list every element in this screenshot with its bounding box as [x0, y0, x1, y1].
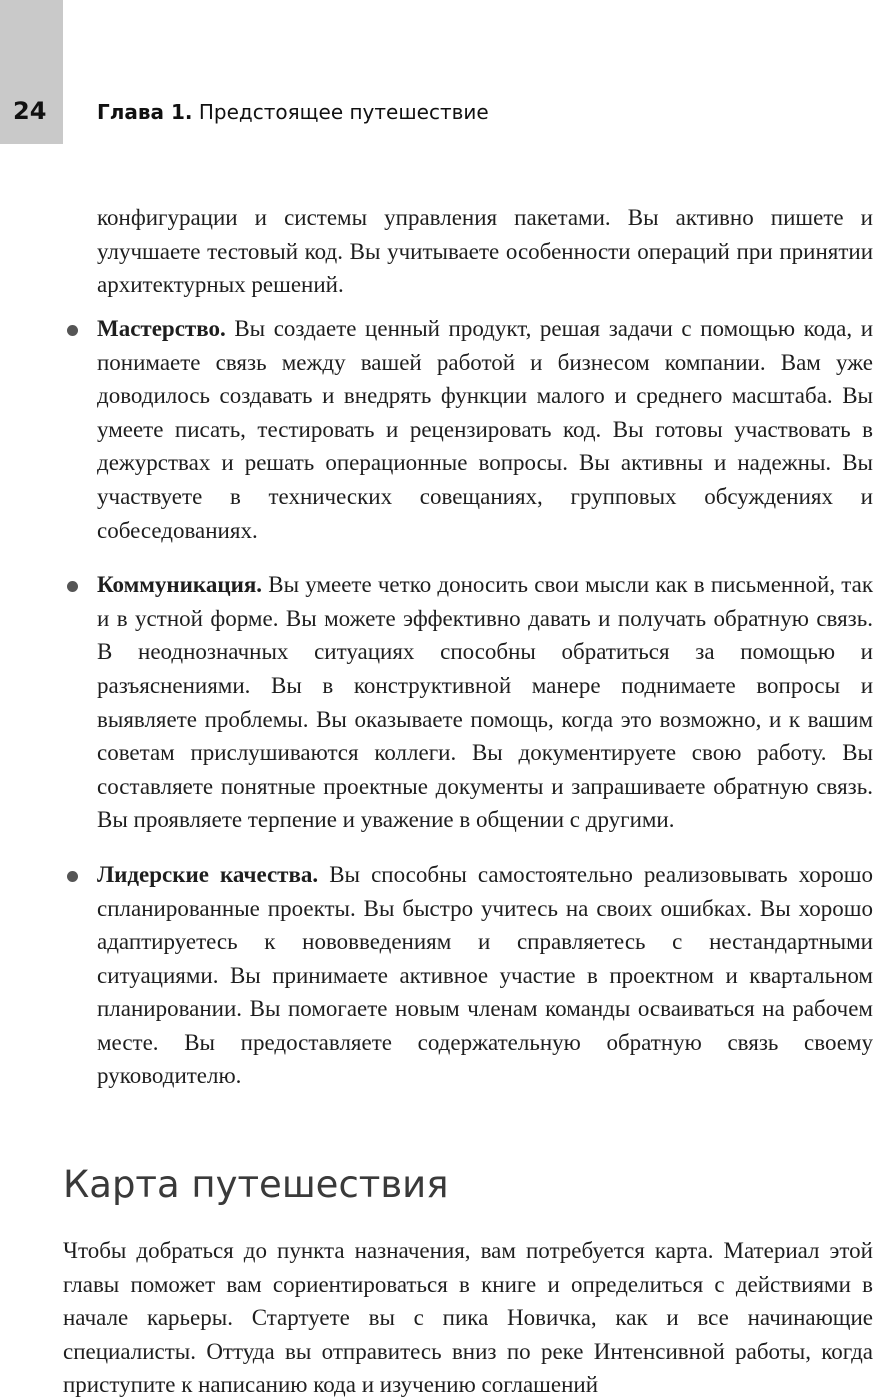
chapter-title: Предстоящее путешествие [198, 100, 489, 124]
section-heading: Карта путешествия [63, 1163, 449, 1206]
bullet-term: Коммуникация. [97, 572, 263, 598]
bullet-item-communication [97, 568, 873, 837]
page-number: 24 [13, 97, 47, 125]
running-header [97, 98, 489, 126]
skills-bullet-list [97, 312, 873, 1114]
bullet-text: Вы способны самостоятельно реализовывать хорошо спланированные проекты. Вы быстро учитесь на своих ошибках. Вы хорошо адаптируетесь к нововведениям и справляетесь с нестандартными ситуациями. Вы принимаете активное участие в проектном и квартальном планировании. Вы помогаете новым членам команды осваиваться на рабочем месте. Вы предоставляете содержательную обратную связь своему руководителю. [97, 861, 873, 1089]
bullet-dot-icon [67, 871, 78, 882]
bullet-text: Вы создаете ценный продукт, решая задачи с помощью кода, и понимаете связь между вашей работой и бизнесом компании. Вам уже доводилось создавать и внедрять функции малого и среднего масштаба. Вы умеете писать, тестировать и рецензировать код. Вы готовы участвовать в дежурствах и решать операционные вопросы. Вы активны и надежны. Вы участвуете в технических совещаниях, групповых обсуждениях и собеседованиях. [97, 316, 874, 543]
bullet-term: Лидерские качества. [97, 861, 319, 887]
bullet-item-mastery [97, 312, 873, 547]
bullet-text: Вы умеете четко доносить свои мысли как в письменной, так и в устной форме. Вы можете эффективно давать и получать обратную связь. В неоднозначных ситуациях способны обратиться за помощью и разъяснениями. Вы в конструктивной манере поднимаете вопросы и выявляете проблемы. Вы оказываете помощь, когда это возможно, и к вашим советам прислушиваются коллеги. Вы документируете свою работу. Вы составляете понятные проектные документы и запрашиваете обратную связь. Вы проявляете терпение и уважение в общении с другими. [97, 572, 873, 833]
bullet-term: Мастерство. [97, 316, 226, 341]
continuation-paragraph: конфигурации и системы управления пакетами. Вы активно пишете и улучшаете тестовый код. Вы учитываете особенности операций при принятии архитектурных решений. [97, 205, 873, 298]
section-paragraph: Чтобы добраться до пункта назначения, вам потребуется карта. Материал этой главы поможет вам сориентироваться в книге и определиться с действиями в начале карьеры. Стартуете вы с пика Новичка, как и все начинающие специалисты. Оттуда вы отправитесь вниз по реке Интенсивной работы, когда приступите к написанию кода и изучению соглашений [63, 1238, 873, 1398]
bullet-dot-icon [67, 581, 78, 592]
bullet-item-leadership [97, 858, 873, 1093]
chapter-label: Глава 1. [97, 100, 193, 124]
bullet-dot-icon [67, 325, 78, 336]
